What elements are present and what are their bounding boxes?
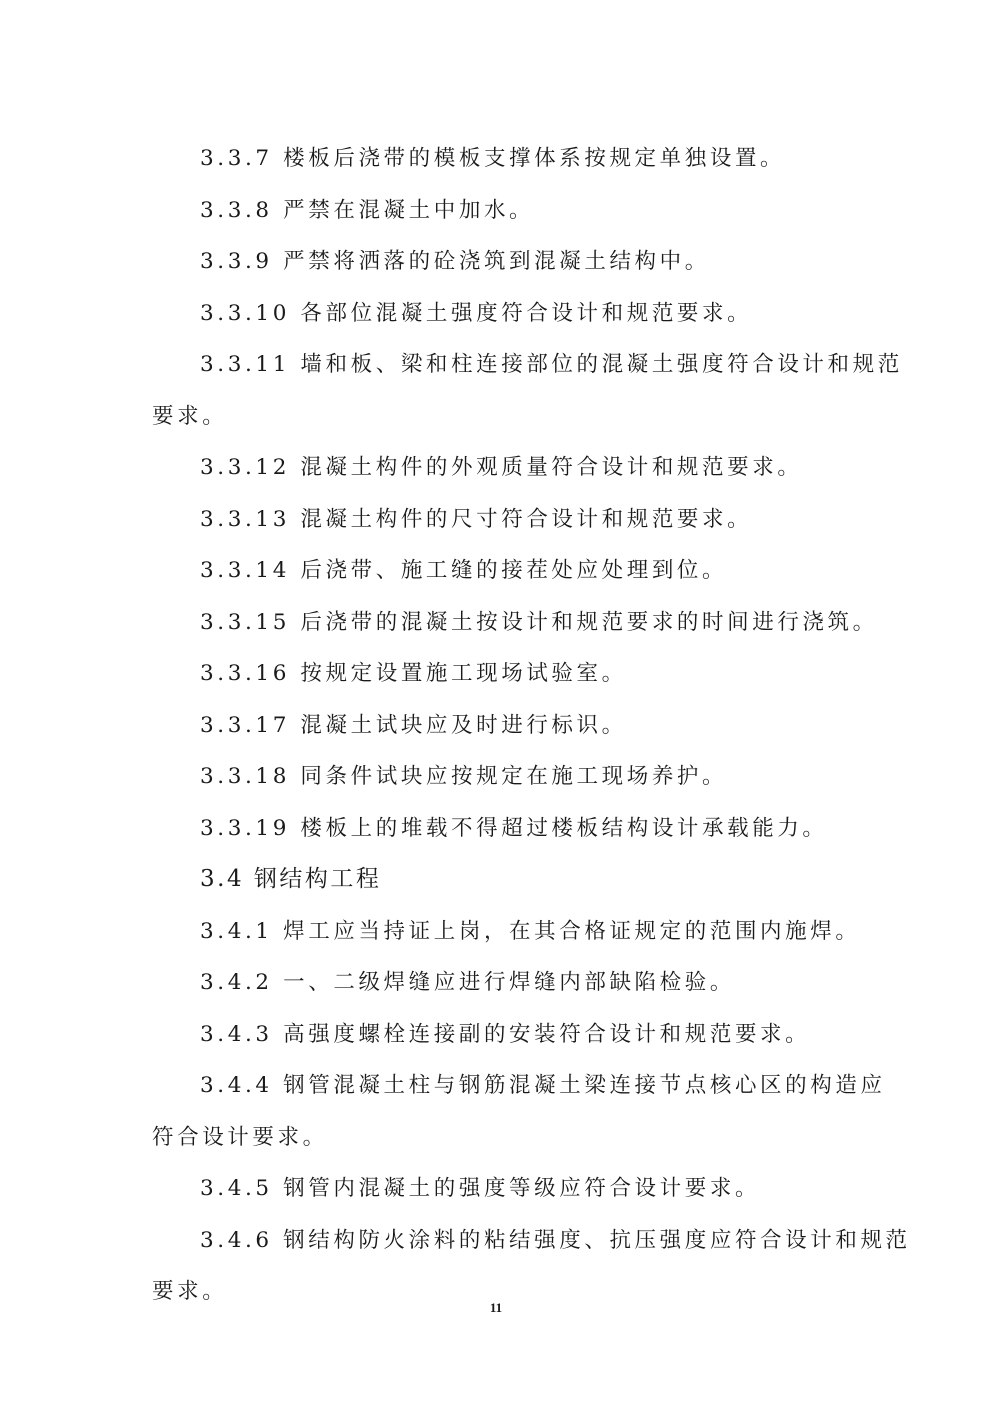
clause-3-3-9: 3.3.9 严禁将洒落的砼浇筑到混凝土结构中。 <box>200 249 710 274</box>
clause-3-3-16: 3.3.16 按规定设置施工现场试验室。 <box>200 661 627 686</box>
clause-3-3-11-continued: 要求。 <box>152 403 228 429</box>
document-body <box>152 133 911 1318</box>
clause-3-3-18: 3.3.18 同条件试块应按规定在施工现场养护。 <box>200 764 728 789</box>
clause-3-4-3: 3.4.3 高强度螺栓连接副的安装符合设计和规范要求。 <box>200 1021 811 1047</box>
clause-3-3-7: 3.3.7 楼板后浇带的模板支撑体系按规定单独设置。 <box>200 146 786 171</box>
clause-3-4-5: 3.4.5 钢管内混凝土的强度等级应符合设计要求。 <box>200 1176 761 1201</box>
clause-3-3-17: 3.3.17 混凝土试块应及时进行标识。 <box>200 712 627 738</box>
clause-3-3-15: 3.3.15 后浇带的混凝土按设计和规范要求的时间进行浇筑。 <box>200 609 878 635</box>
section-heading-3-4: 3.4 钢结构工程 <box>200 866 382 892</box>
clause-3-3-19: 3.3.19 楼板上的堆载不得超过楼板结构设计承载能力。 <box>200 815 828 841</box>
clause-3-4-1: 3.4.1 焊工应当持证上岗，在其合格证规定的范围内施焊。 <box>200 918 861 944</box>
page-number: 11 <box>489 1300 503 1315</box>
clause-3-4-6-continued: 要求。 <box>152 1279 228 1304</box>
clause-3-4-4: 3.4.4 钢管混凝土柱与钢筋混凝土梁连接节点核心区的构造应 <box>200 1073 886 1098</box>
clause-3-3-8: 3.3.8 严禁在混凝土中加水。 <box>200 197 535 223</box>
clause-3-3-11: 3.3.11 墙和板、梁和柱连接部位的混凝土强度符合设计和规范 <box>200 352 903 377</box>
clause-3-4-6: 3.4.6 钢结构防火涂料的粘结强度、抗压强度应符合设计和规范 <box>200 1227 911 1253</box>
clause-3-3-14: 3.3.14 后浇带、施工缝的接茬处应处理到位。 <box>200 558 728 583</box>
clause-3-3-12: 3.3.12 混凝土构件的外观质量符合设计和规范要求。 <box>200 455 803 480</box>
clause-3-3-10: 3.3.10 各部位混凝土强度符合设计和规范要求。 <box>200 300 753 326</box>
clause-3-4-4-continued: 符合设计要求。 <box>152 1124 328 1150</box>
clause-3-3-13: 3.3.13 混凝土构件的尺寸符合设计和规范要求。 <box>200 506 753 532</box>
clause-3-4-2: 3.4.2 一、二级焊缝应进行焊缝内部缺陷检验。 <box>200 970 735 995</box>
